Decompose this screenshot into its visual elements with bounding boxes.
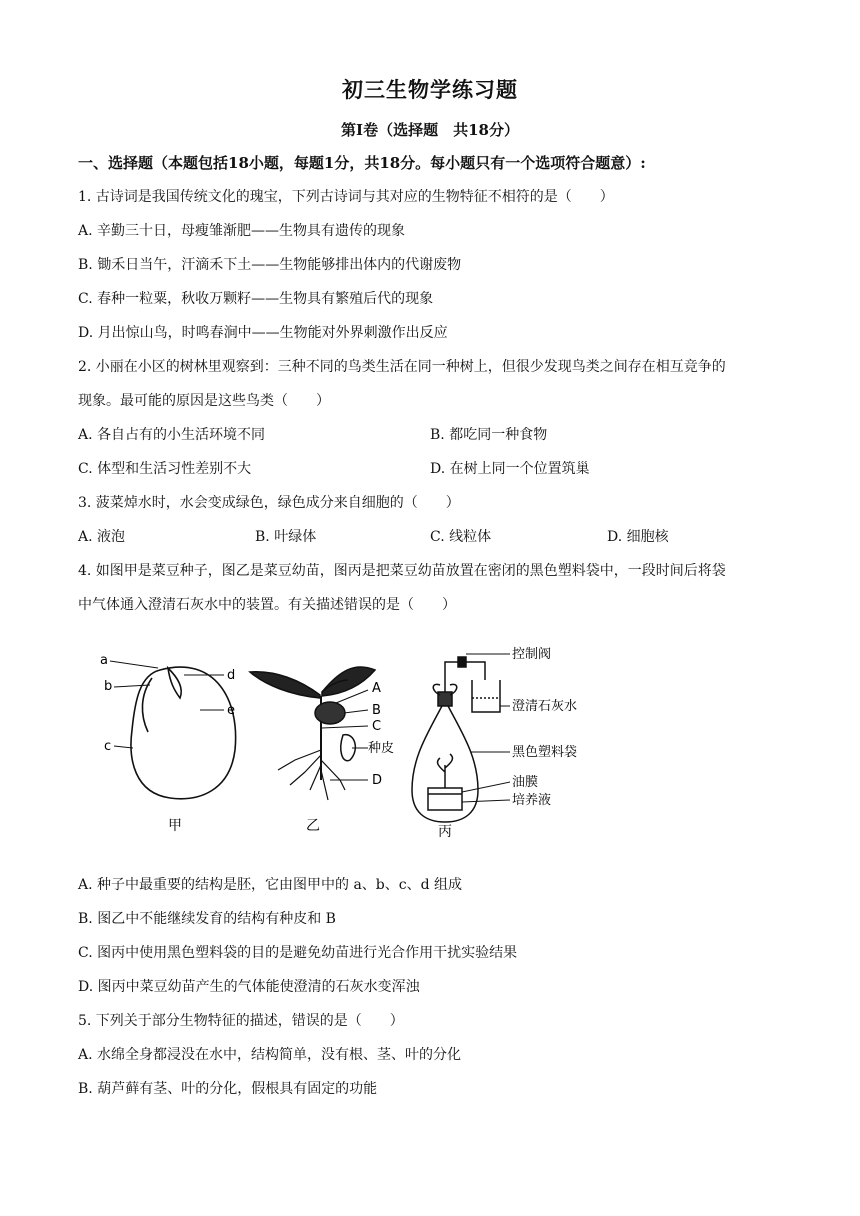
- question-2-option-c: C. 体型和生活习性差别不大: [78, 461, 252, 477]
- label-D: D: [372, 773, 383, 788]
- leader-oil: [462, 782, 510, 792]
- control-valve: [458, 657, 466, 667]
- apparatus-diagram-bing: [412, 654, 510, 822]
- label-culture-medium: 培养液: [512, 793, 552, 808]
- part-heading: 第Ⅰ卷（选择题 共18分）: [341, 121, 519, 139]
- question-2-option-d: D. 在树上同一个位置筑巢: [430, 461, 590, 477]
- label-e: e: [227, 703, 235, 718]
- roots: [278, 750, 345, 800]
- leader-medium: [462, 800, 510, 802]
- question-2-stem-line-1: 2. 小丽在小区的树林里观察到：三种不同的鸟类生活在同一种树上，但很少发现鸟类之间存在相互竞争的: [78, 359, 726, 375]
- figure-svg: [100, 640, 620, 845]
- bean-experiment-figure: [100, 640, 620, 845]
- label-b: b: [104, 679, 113, 694]
- question-1-stem: 1. 古诗词是我国传统文化的瑰宝，下列古诗词与其对应的生物特征不相符的是（ ）: [78, 189, 614, 205]
- question-2-option-b: B. 都吃同一种食物: [430, 427, 548, 443]
- label-c: c: [104, 739, 112, 754]
- question-2-stem-line-2: 现象。最可能的原因是这些鸟类（ ）: [78, 393, 330, 409]
- question-3-option-d: D. 细胞核: [607, 529, 669, 545]
- question-4-option-c: C. 图丙中使用黑色塑料袋的目的是避免幼苗进行光合作用干扰实验结果: [78, 945, 518, 961]
- caption-bing: 丙: [438, 824, 452, 840]
- question-4-option-b: B. 图乙中不能继续发育的结构有种皮和 B: [78, 911, 336, 927]
- bag-clamp: [438, 692, 452, 706]
- question-1-option-a: A. 辛勤三十日，母瘦雏渐肥——生物具有遗传的现象: [78, 223, 406, 239]
- question-4-option-a: A. 种子中最重要的结构是胚，它由图甲中的 a、b、c、d 组成: [78, 877, 463, 893]
- question-1-option-c: C. 春种一粒粟，秋收万颗籽——生物具有繁殖后代的现象: [78, 291, 434, 307]
- label-black-bag: 黑色塑料袋: [512, 745, 578, 760]
- label-limewater: 澄清石灰水: [512, 699, 578, 714]
- question-5-stem: 5. 下列关于部分生物特征的描述，错误的是（ ）: [78, 1013, 404, 1029]
- caption-yi: 乙: [306, 818, 320, 834]
- label-a: a: [100, 653, 108, 668]
- question-2-option-a: A. 各自占有的小生活环境不同: [78, 427, 266, 443]
- question-1-option-b: B. 锄禾日当午，汗滴禾下土——生物能够排出体内的代谢废物: [78, 257, 462, 273]
- label-B: B: [372, 703, 381, 718]
- label-C: C: [372, 719, 382, 734]
- question-3-option-b: B. 叶绿体: [255, 529, 317, 545]
- question-3-stem: 3. 菠菜焯水时，水会变成绿色，绿色成分来自细胞的（ ）: [78, 495, 460, 511]
- page-title: 初三生物学练习题: [342, 77, 518, 102]
- question-4-stem-line-1: 4. 如图甲是菜豆种子，图乙是菜豆幼苗，图丙是把菜豆幼苗放置在密闭的黑色塑料袋中，一段时间后将袋: [78, 563, 726, 579]
- label-control-valve: 控制阀: [512, 647, 552, 662]
- leader-a: [110, 661, 158, 668]
- question-4-stem-line-2: 中气体通入澄清石灰水中的装置。有关描述错误的是（ ）: [78, 597, 456, 613]
- section-heading: 一、选择题（本题包括18小题，每题1分，共18分。每小题只有一个选项符合题意）:: [78, 154, 646, 172]
- embryo-radicle: [142, 678, 152, 732]
- question-1-option-d: D. 月出惊山鸟，时鸣春涧中——生物能对外界刺激作出反应: [78, 325, 448, 341]
- leaf-right: [322, 667, 375, 696]
- question-5-option-a: A. 水绵全身都浸没在水中，结构简单，没有根、茎、叶的分化: [78, 1047, 462, 1063]
- embryo-plumule: [168, 668, 181, 698]
- black-plastic-bag: [412, 700, 478, 822]
- question-3-option-a: A. 液泡: [78, 529, 126, 545]
- question-3-option-c: C. 线粒体: [430, 529, 492, 545]
- seedling-in-bag: [438, 754, 453, 788]
- label-d: d: [227, 668, 236, 683]
- label-A: A: [372, 681, 381, 696]
- question-4-option-d: D. 图丙中菜豆幼苗产生的气体能使澄清的石灰水变浑浊: [78, 979, 420, 995]
- culture-dish: [428, 788, 462, 810]
- leader-b: [114, 685, 150, 687]
- leader-c: [114, 746, 133, 748]
- seed-diagram-jia: [110, 661, 236, 799]
- leader-B: [344, 710, 368, 713]
- leaf-left: [250, 672, 320, 698]
- caption-jia: 甲: [168, 818, 182, 834]
- leader-C: [322, 726, 368, 728]
- cotyledon: [315, 702, 345, 724]
- seedling-diagram-yi: [250, 667, 375, 800]
- label-oil-film: 油膜: [512, 775, 539, 790]
- question-5-option-b: B. 葫芦藓有茎、叶的分化，假根具有固定的功能: [78, 1081, 378, 1097]
- beaker: [472, 680, 500, 712]
- label-seed-coat: 种皮: [368, 741, 395, 756]
